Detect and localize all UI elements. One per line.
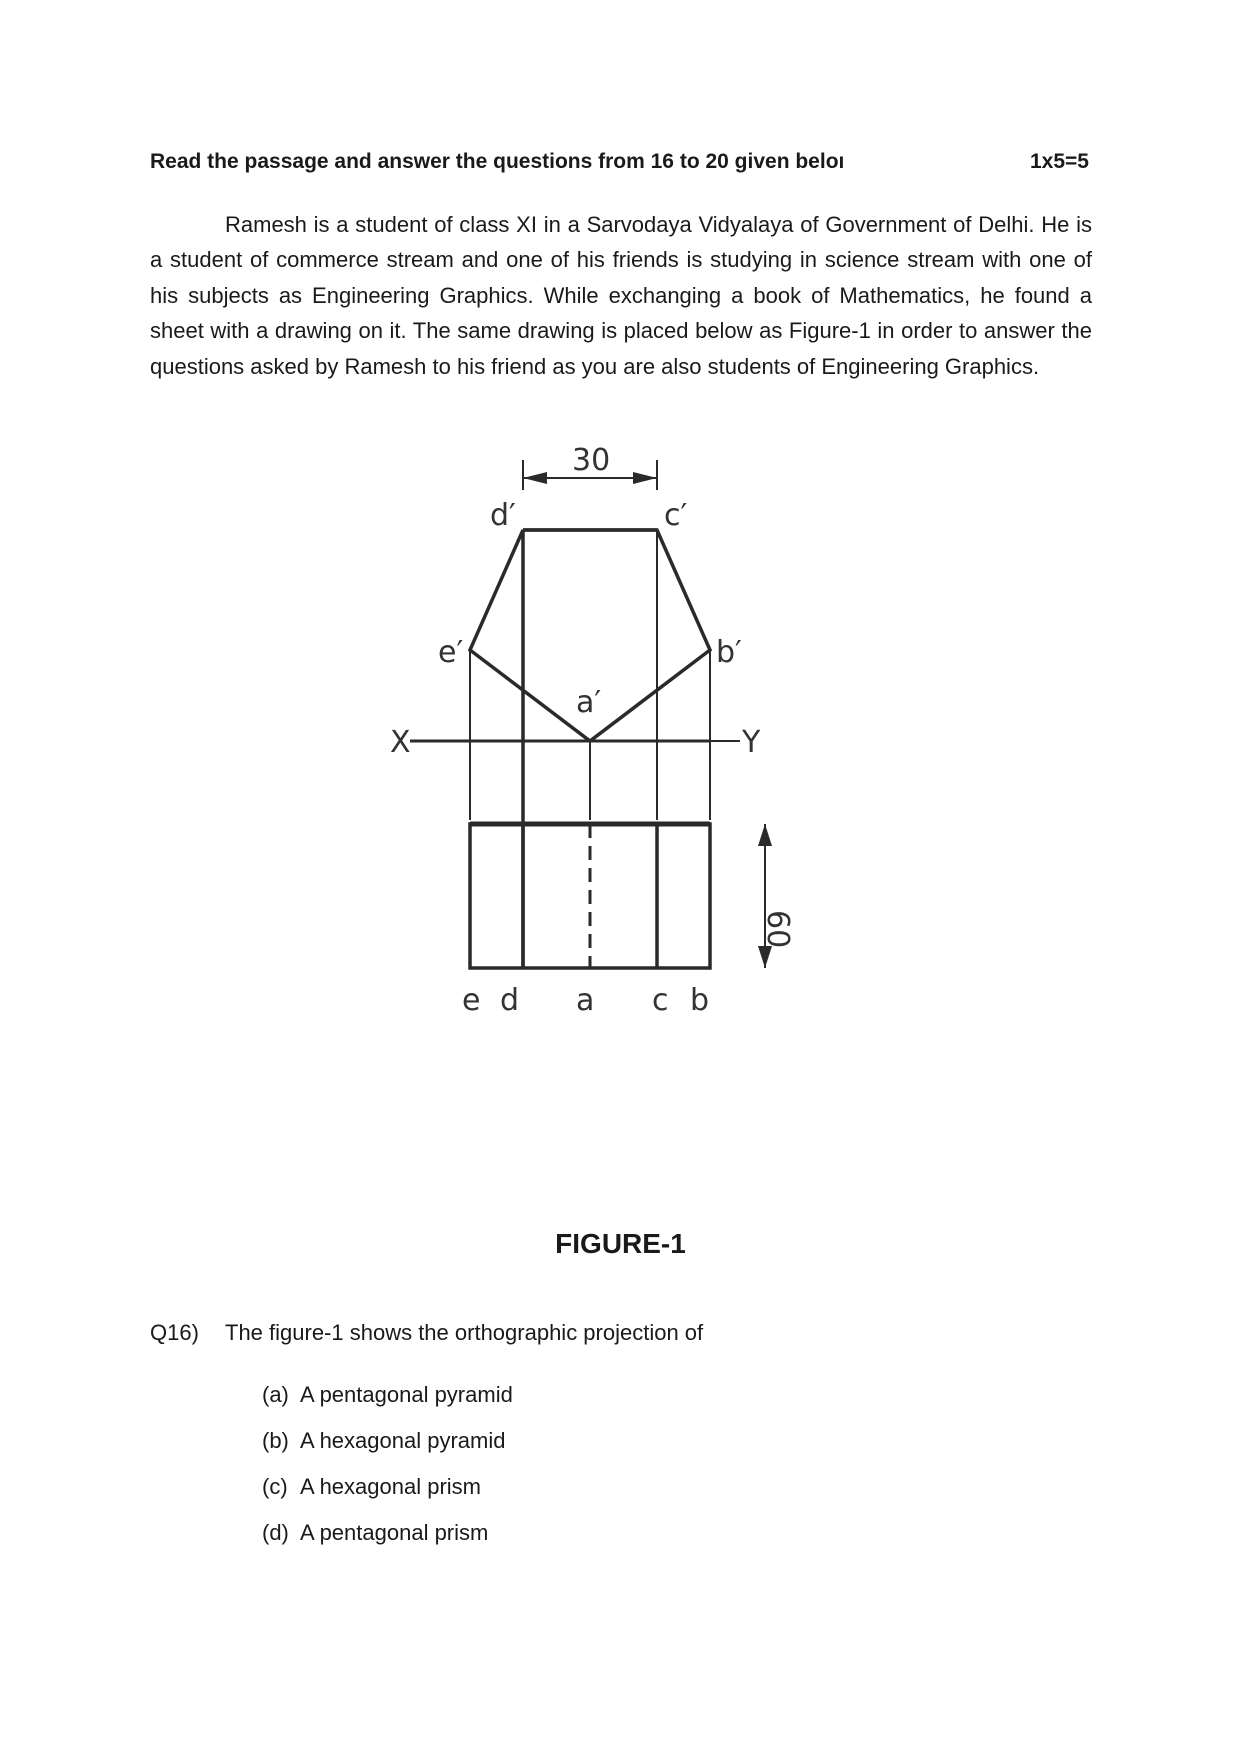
option-key: (a) [262,1382,289,1407]
label-e-prime: e′ [438,635,464,670]
option-text: A hexagonal pyramid [300,1428,506,1453]
label-y: Y [742,725,761,760]
label-top-b: b [690,983,710,1018]
label-a-prime: a′ [576,685,602,720]
option-text: A pentagonal pyramid [300,1382,513,1407]
option-key: (c) [262,1474,288,1499]
label-top-e: e [462,983,481,1018]
option-text: A hexagonal prism [300,1474,481,1499]
label-top-c: c [652,983,669,1018]
dimension-30-arrow-left [523,472,547,484]
label-c-prime: c′ [664,498,688,533]
option-b [262,1428,513,1474]
option-key: (b) [262,1428,289,1453]
question-16 [150,1320,703,1346]
question-text: The figure-1 shows the orthographic projection of [225,1320,704,1345]
label-d-prime: d′ [490,498,516,533]
passage-text: Ramesh is a student of class XI in a Sarvodaya Vidyalaya of Government of Delhi. He is a student of commerce stream and one of his friends is studying in science stream with one of his subjects as Engineering Graphics. While exchanging a book of Mathematics, he found a sheet with a drawing on it. The same drawing is placed below as Figure-1 in order to answer the questions asked by Ramesh to his friend as you are also students of Engineering Graphics. [150,212,1092,379]
label-dim-60: 60 [760,910,795,949]
label-dim-30: 30 [572,443,611,478]
figure-1-drawing [390,440,810,1180]
label-top-a: a [576,983,595,1018]
figure-caption: FIGURE-1 [555,1228,686,1259]
option-d [262,1520,513,1566]
dimension-30-arrow-right [633,472,657,484]
marks-allocation: 1x5=5 [1030,150,1089,173]
option-c [262,1474,513,1520]
option-key: (d) [262,1520,289,1545]
answer-options [262,1382,513,1566]
option-text: A pentagonal prism [300,1520,489,1545]
question-number: Q16) [150,1320,199,1345]
dimension-60-arrow-top [758,824,772,846]
option-a [262,1382,513,1428]
label-x: X [390,725,411,760]
section-heading: Read the passage and answer the questions from 16 to 20 given beloı [150,150,845,173]
label-top-d: d [500,983,520,1018]
dimension-60-arrow-bottom [758,946,772,968]
label-b-prime: b′ [716,635,742,670]
